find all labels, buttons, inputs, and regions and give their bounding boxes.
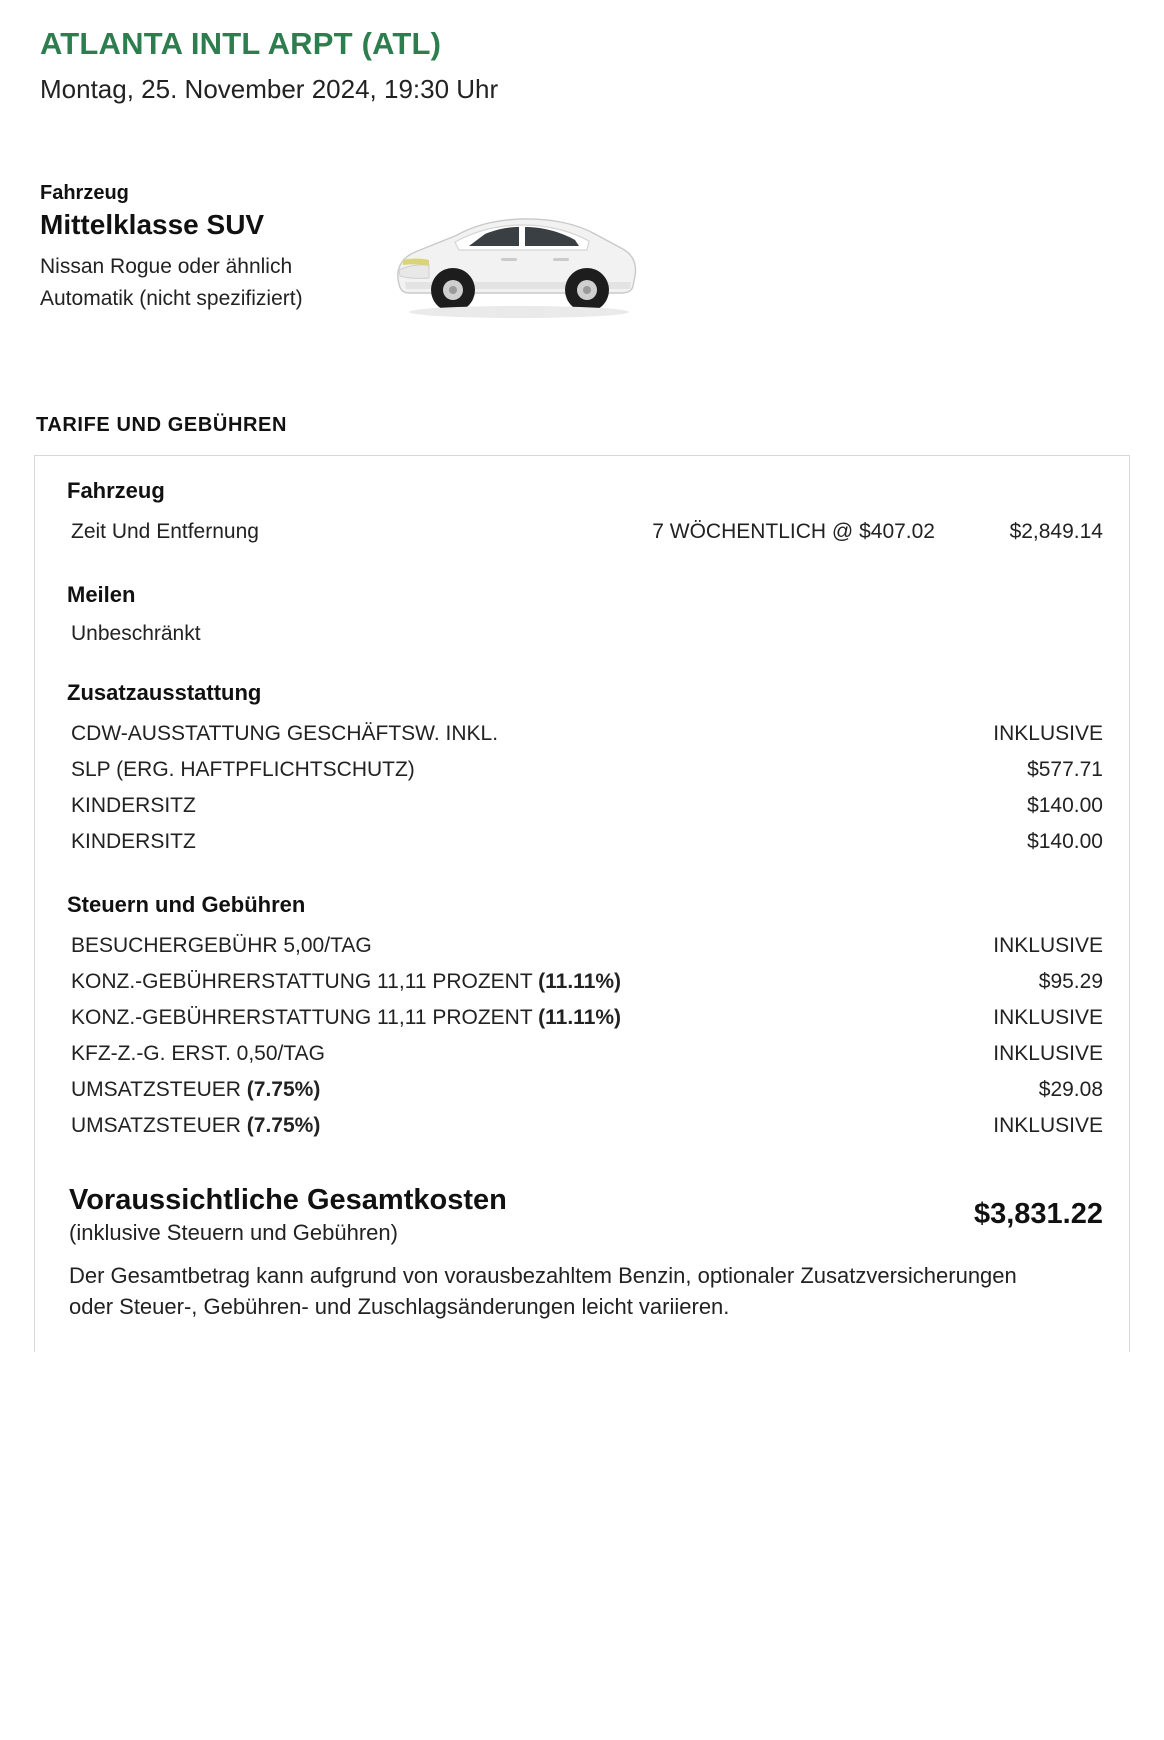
rates-panel: [34, 455, 1130, 1352]
extra-row: [57, 788, 1103, 824]
pickup-location-title: ATLANTA INTL ARPT (ATL): [40, 26, 442, 61]
vehicle-section: [34, 182, 1130, 332]
vehicle-details: [34, 182, 303, 314]
tax-label: KONZ.-GEBÜHRERSTATTUNG 11,11 PROZENT: [71, 1006, 533, 1030]
tax-amount: INKLUSIVE: [993, 1042, 1103, 1066]
group-title-extras: Zusatzausstattung: [67, 680, 262, 706]
tax-row: [57, 964, 1103, 1000]
extra-row: [57, 824, 1103, 860]
group-title-mileage: Meilen: [67, 582, 136, 608]
tax-row: [57, 1072, 1103, 1108]
vehicle-label: Fahrzeug: [40, 182, 129, 205]
tax-amount: $95.29: [1038, 970, 1103, 994]
tax-label: KFZ-Z.-G. ERST. 0,50/TAG: [71, 1042, 325, 1066]
group-title-vehicle: Fahrzeug: [67, 478, 165, 504]
vehicle-class: Mittelklasse SUV: [40, 209, 265, 241]
mileage-value: Unbeschränkt: [71, 622, 201, 646]
rate-name: Zeit Und Entfernung: [71, 520, 259, 544]
extra-amount: $140.00: [1027, 794, 1103, 818]
tax-row: [57, 1000, 1103, 1036]
rate-row-time-distance: [57, 514, 1103, 550]
tax-amount: $29.08: [1038, 1078, 1103, 1102]
extra-name: CDW-AUSSTATTUNG GESCHÄFTSW. INKL.: [71, 722, 499, 746]
tax-label: BESUCHERGEBÜHR 5,00/TAG: [71, 934, 372, 958]
extra-row: [57, 752, 1103, 788]
tax-percent: (11.11%): [538, 970, 622, 994]
estimated-total-sublabel: (inklusive Steuern und Gebühren): [69, 1219, 398, 1245]
estimated-total-amount: $3,831.22: [973, 1198, 1103, 1231]
pickup-datetime: Montag, 25. November 2024, 19:30 Uhr: [40, 74, 499, 104]
rate-basis: 7 WÖCHENTLICH @ $407.02: [652, 520, 935, 544]
extra-amount: INKLUSIVE: [993, 722, 1103, 746]
tax-row: [57, 928, 1103, 964]
tax-row: [57, 1036, 1103, 1072]
tax-name: [57, 934, 953, 958]
tax-label: UMSATZSTEUER: [71, 1078, 241, 1102]
extra-name: KINDERSITZ: [71, 794, 196, 818]
extra-name: SLP (ERG. HAFTPFLICHTSCHUTZ): [71, 758, 415, 782]
tax-name: [57, 1006, 953, 1030]
tax-name: [57, 1078, 953, 1102]
estimated-total-block: [57, 1184, 1103, 1245]
tax-row: [57, 1108, 1103, 1144]
tax-percent: (7.75%): [246, 1078, 321, 1102]
tax-percent: (7.75%): [246, 1114, 321, 1138]
tax-name: [57, 970, 953, 994]
vehicle-model: Nissan Rogue oder ähnlich: [40, 255, 293, 279]
extra-name: KINDERSITZ: [71, 830, 196, 854]
tax-percent: (11.11%): [538, 1006, 622, 1030]
tax-name: [57, 1114, 953, 1138]
tax-amount: INKLUSIVE: [993, 1114, 1103, 1138]
tax-amount: INKLUSIVE: [993, 934, 1103, 958]
group-title-taxes: Steuern und Gebühren: [67, 892, 306, 918]
tax-name: [57, 1042, 953, 1066]
extra-row: [57, 716, 1103, 752]
tax-label: UMSATZSTEUER: [71, 1114, 241, 1138]
estimated-total-label: Voraussichtliche Gesamtkosten: [69, 1184, 507, 1217]
tax-label: KONZ.-GEBÜHRERSTATTUNG 11,11 PROZENT: [71, 970, 533, 994]
extra-amount: $577.71: [1027, 758, 1103, 782]
tax-amount: INKLUSIVE: [993, 1006, 1103, 1030]
total-disclaimer: Der Gesamtbetrag kann aufgrund von vorausbezahltem Benzin, optionaler Zusatzversicherungen oder Steuer-, Gebühren- und Zuschlagsänderungen leicht variieren.: [69, 1262, 1017, 1319]
vehicle-transmission: Automatik (nicht spezifiziert): [40, 286, 303, 310]
suv-car-image: [381, 186, 651, 326]
rate-amount: $2,849.14: [1009, 520, 1103, 544]
rates-and-fees-heading: TARIFE UND GEBÜHREN: [36, 414, 288, 437]
extra-amount: $140.00: [1027, 830, 1103, 854]
